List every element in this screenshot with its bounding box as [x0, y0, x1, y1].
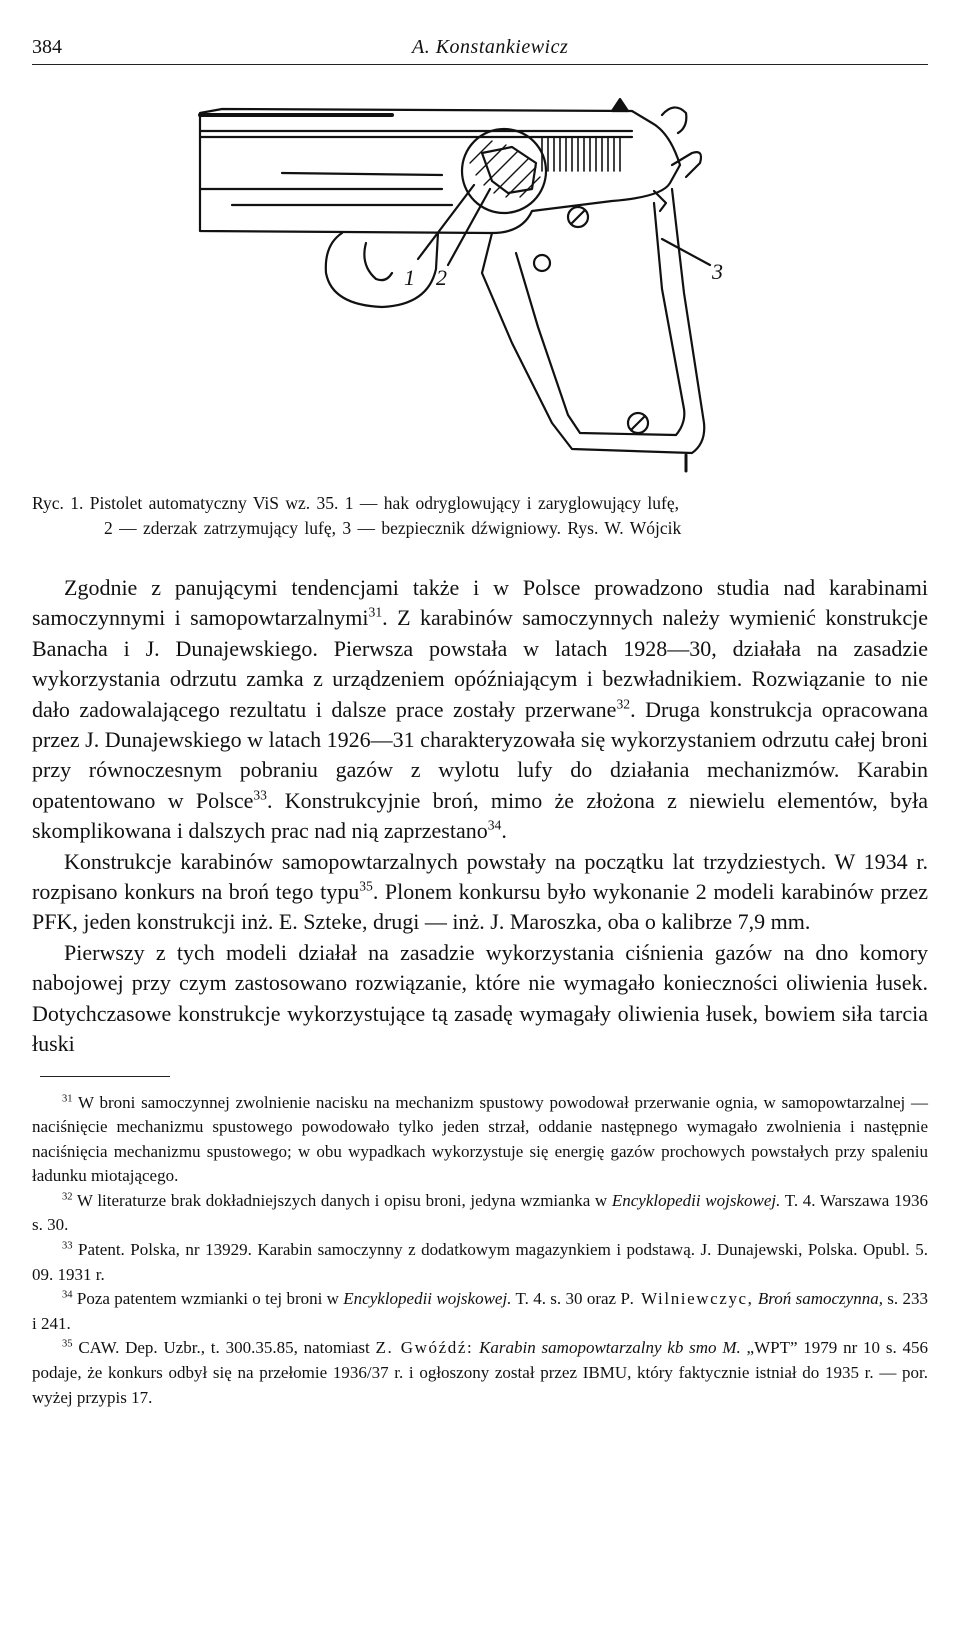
footnote-32	[32, 1189, 928, 1238]
trigger-guard	[326, 233, 438, 307]
label-3: 3	[712, 259, 723, 284]
footnote-34-text-b: T. 4. s. 30 oraz	[511, 1289, 621, 1309]
footnote-32-title: Encyklopedii wojskowej.	[611, 1190, 781, 1210]
footnote-33-text: Patent. Polska, nr 13929. Karabin samoczynny z dodatkowym magazynkiem i podstawą. J. Dunajewski, Polska. Opubl. 5. 09. 1931 r.	[32, 1240, 928, 1284]
footnote-35-text-a: CAW. Dep. Uzbr., t. 300.35.85, natomiast	[78, 1338, 376, 1358]
footnote-34-author: P. Wilniewczyc,	[620, 1289, 754, 1309]
footnote-34	[32, 1287, 928, 1336]
footnote-35-text-c: „WPT” 1979 nr 10 s. 456 podaje, że konkurs odbył się na przełomie 1936/37 r. i ogłoszony został przez IBMU, który faktycznie istniał do 1935 r. — por. wyżej przypis 17.	[32, 1338, 928, 1407]
paragraph-1	[32, 573, 928, 847]
footnote-separator	[40, 1076, 170, 1077]
pistol-figure	[192, 93, 752, 473]
page-number: 384	[32, 36, 62, 58]
paragraph-3: Pierwszy z tych modeli działał na zasadzie wykorzystania ciśnienia gazów na dno komory nabojowej przy czym zastosowano rozwiązanie, które nie wymagało konieczności oliwienia łusek. Dotychczasowe konstrukcje wykorzystujące tą zasadę wymagały oliwienia łusek, bowiem siła tarcia łuski	[32, 939, 928, 1057]
footnote-32-text-a: W literaturze brak dokładniejszych danych i opisu broni, jedyna wzmianka w	[76, 1190, 612, 1210]
footnote-31-number: 31	[62, 1092, 73, 1104]
p1-part-e: .	[501, 818, 507, 844]
p1-part-a: Zgodnie z panującymi tendencjami także i w Polsce prowadzono studia nad karabinami samoczynnymi i samopowtarzalnymi	[32, 575, 928, 631]
pistol-drawing	[192, 93, 752, 473]
label-2: 2	[436, 265, 447, 290]
running-header	[32, 30, 928, 65]
p2-part-b: . Plonem konkursu było wykonanie 2 modeli karabinów przez PFK, jeden konstrukcji inż. E. Szteke, drugi — inż. J. Maroszka, oba o kalibrze 7,9 mm.	[32, 879, 928, 935]
footnote-ref-33: 33	[253, 787, 267, 803]
p1-part-c: . Druga konstrukcja opracowana przez J. Dunajewskiego w latach 1926—31 charakteryzowała się wykorzystaniem odrzutu całej broni przy równoczesnym pobraniu gazów z wylotu lufy do działania mechanizmów. Karabin opatentowano w Polsce	[32, 696, 928, 813]
paragraph-2	[32, 847, 928, 938]
footnote-ref-31: 31	[368, 605, 383, 621]
running-head-author: A. Konstankiewicz	[412, 36, 569, 58]
footnote-34-title-2: Broń samoczynna,	[757, 1289, 883, 1309]
footnote-34-text-d: s. 233 i 241.	[32, 1289, 928, 1333]
footnote-35-author: Z. Gwóźdź:	[375, 1338, 474, 1358]
footnote-35-number: 35	[62, 1338, 73, 1350]
footnote-33-number: 33	[62, 1240, 73, 1252]
footnote-ref-34: 34	[487, 817, 502, 833]
page	[32, 30, 928, 1410]
footnote-34-title-1: Encyklopedii wojskowej.	[343, 1289, 512, 1309]
locking-hook-detail	[462, 129, 546, 213]
footnote-33	[32, 1238, 928, 1287]
footnote-31-text: W broni samoczynnej zwolnienie nacisku na mechanizm spustowy powodował przerwanie ognia, w samopowtarzalnej — naciśnięcie mechanizmu spustowego powodowało tylko jeden strzał, oddanie następnego wymagało zwolnienia i następnie naciśnięcia mechanizmu spustowego; w obu wypadkach wykorzystuje się energię gazów prochowych powstałych przy spaleniu ładunku miotającego.	[32, 1092, 928, 1186]
footnote-34-number: 34	[62, 1289, 73, 1301]
footnote-35	[32, 1336, 928, 1410]
footnote-ref-32: 32	[616, 696, 631, 712]
p1-part-d: . Konstrukcyjnie broń, mimo że złożona z niewielu elementów, była skomplikowana i dalszych prac nad nią zaprzestano	[32, 787, 928, 844]
p2-part-a: Konstrukcje karabinów samopowtarzalnych powstały na początku lat trzydziestych. W 1934 r. rozpisano konkurs na broń tego typu	[32, 848, 928, 905]
footnote-ref-35: 35	[359, 878, 373, 894]
footnote-32-number: 32	[62, 1191, 73, 1203]
caption-line-1: Ryc. 1. Pistolet automatyczny ViS wz. 35. 1 — hak odryglowujący i zaryglowujący lufę,	[32, 493, 679, 513]
label-1: 1	[404, 265, 415, 290]
footnotes	[32, 1091, 928, 1411]
footnote-34-text-a: Poza patentem wzmianki o tej broni w	[76, 1289, 344, 1309]
body-text	[32, 573, 928, 1060]
footnote-32-text-b: T. 4. Warszawa 1936 s. 30.	[32, 1190, 928, 1235]
figure-caption	[32, 491, 928, 541]
caption-line-2: 2 — zderzak zatrzymujący lufę, 3 — bezpiecznik dźwigniowy. Rys. W. Wójcik	[104, 518, 682, 538]
footnote-35-title: Karabin samopowtarzalny kb smo M.	[479, 1338, 741, 1358]
p1-part-b: . Z karabinów samoczynnych należy wymienić konstrukcje Banacha i J. Dunajewskiego. Pierwsza powstała w latach 1928—30, działała na zasadzie wykorzystania odrzutu zamka z urządzeniem opóźniającym i bezwładnikiem. Rozwiązanie to nie dało zadowalającego rezultatu i dalsze prace zostały przerwane	[32, 605, 929, 722]
footnote-31	[32, 1091, 928, 1189]
